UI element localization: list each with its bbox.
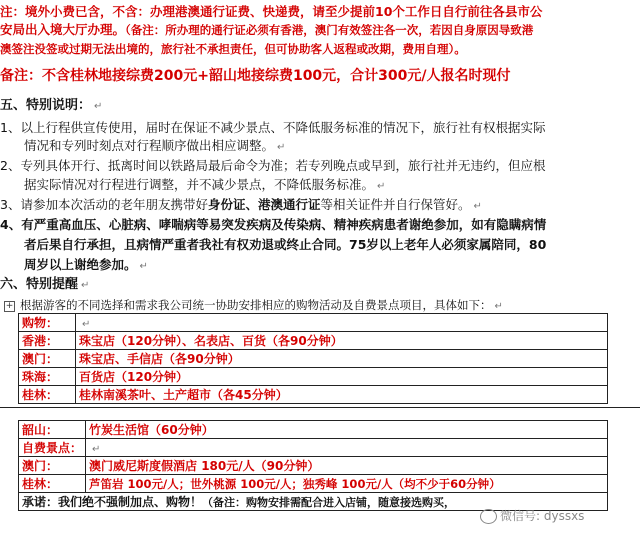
optional-header-cell: 自费景点：	[19, 439, 86, 457]
detail-cell: 竹炭生活馆（60分钟）	[86, 421, 608, 439]
table-row	[19, 457, 608, 475]
note-line-3: 澳签注没签或过期无法出境的，旅行社不承担责任，但可协助客人返程或改期，费用自理）。	[0, 42, 466, 56]
note-line-2-remark: （备注：所办理的通行证必须有香港，澳门有效签注各一次，若因自身原因导致港	[125, 23, 534, 37]
shopping-header-cell: 购物：	[19, 314, 76, 332]
item-3-text: 3、请参加本次活动的老年朋友携带好	[0, 197, 208, 212]
place-cell: 珠海：	[19, 368, 76, 386]
item-1-line-1: 1、以上行程供宣传使用，届时在保证不减少景点、不降低服务标准的情况下，旅行社有权根据实际	[0, 120, 546, 135]
table-row	[19, 421, 608, 439]
table-row: 购物： ↵	[19, 314, 608, 332]
item-4-line-1: 4、有严重高血压、心脏病、哮喘病等易突发疾病及传染病、精神疾病患者谢绝参加，如有隐瞒病情	[0, 217, 547, 232]
page-break-line	[0, 407, 640, 408]
table-row	[19, 475, 608, 493]
note-line-1: 注：境外小费已含，不含：办理港澳通行证费、快递费，请至少提前10个工作日自行前往各县市公	[0, 4, 543, 19]
section-5-title: 五、特别说明：	[0, 98, 92, 113]
place-cell: 香港：	[19, 332, 76, 350]
table-row: 自费景点： ↵	[19, 439, 608, 457]
place-cell: 桂林：	[19, 475, 86, 493]
promise-note: （备注：购物安排需配合进入店铺，随意接选购买，	[202, 496, 456, 509]
cost-remark: 备注：不含桂林地接综费200元+韶山地接综费100元，合计300元/人报名时现付	[0, 68, 511, 84]
place-cell: 韶山：	[19, 421, 86, 439]
detail-cell: 桂林南溪茶叶、土产超市（各45分钟）	[76, 386, 608, 404]
note-line-2: 安局出入境大厅办理。	[0, 22, 126, 37]
item-4-line-3: 周岁以上谢绝参加。	[24, 257, 137, 272]
table-row	[19, 386, 608, 404]
item-2-line-2: 据实际情况对行程进行调整，并不减少景点，不降低服务标准。	[24, 177, 375, 192]
place-cell: 澳门：	[19, 350, 76, 368]
promise-label: 承诺：我们绝不强制加点、购物！	[22, 495, 203, 509]
detail-cell: 芦笛岩 100元/人；世外桃源 100元/人；独秀峰 100元/人（均不少于60分钟）	[86, 475, 608, 493]
item-3-documents: 身份证、港澳通行证	[207, 197, 321, 212]
section-6-intro: 根据游客的不同选择和需求我公司统一协助安排相应的购物活动及自费景点项目，具体如下：	[20, 298, 492, 312]
wechat-icon	[480, 509, 497, 524]
table-move-handle-icon[interactable]: +	[5, 301, 14, 311]
detail-cell: 珠宝店（120分钟）、名表店、百货（各90分钟）	[76, 332, 608, 350]
place-cell: 桂林：	[19, 386, 76, 404]
item-1-line-2: 情况和专列时刻点对行程顺序做出相应调整。	[24, 138, 275, 153]
detail-cell: 澳门威尼斯度假酒店 180元/人（90分钟）	[86, 457, 608, 475]
table-row	[19, 350, 608, 368]
table-row	[19, 368, 608, 386]
detail-cell: 珠宝店、手信店（各90分钟）	[76, 350, 608, 368]
table-row	[19, 332, 608, 350]
wechat-watermark: 微信号: dyssxs	[480, 507, 584, 524]
item-3-tail: 等相关证件并自行保管好。	[320, 197, 471, 212]
section-6-title: 六、特别提醒	[0, 277, 79, 292]
item-4-line-2: 者后果自行承担，且病情严重者我社有权劝退或终止合同。75岁以上老年人必须家属陪同，80	[24, 237, 547, 252]
item-2-line-1: 2、专列具体开行、抵离时间以铁路局最后命令为准；若专列晚点或早到，旅行社并无违约，但应根	[0, 158, 546, 173]
detail-cell: 百货店（120分钟）	[76, 368, 608, 386]
shopping-table	[18, 313, 608, 404]
place-cell: 澳门：	[19, 457, 86, 475]
optional-table	[18, 420, 608, 511]
